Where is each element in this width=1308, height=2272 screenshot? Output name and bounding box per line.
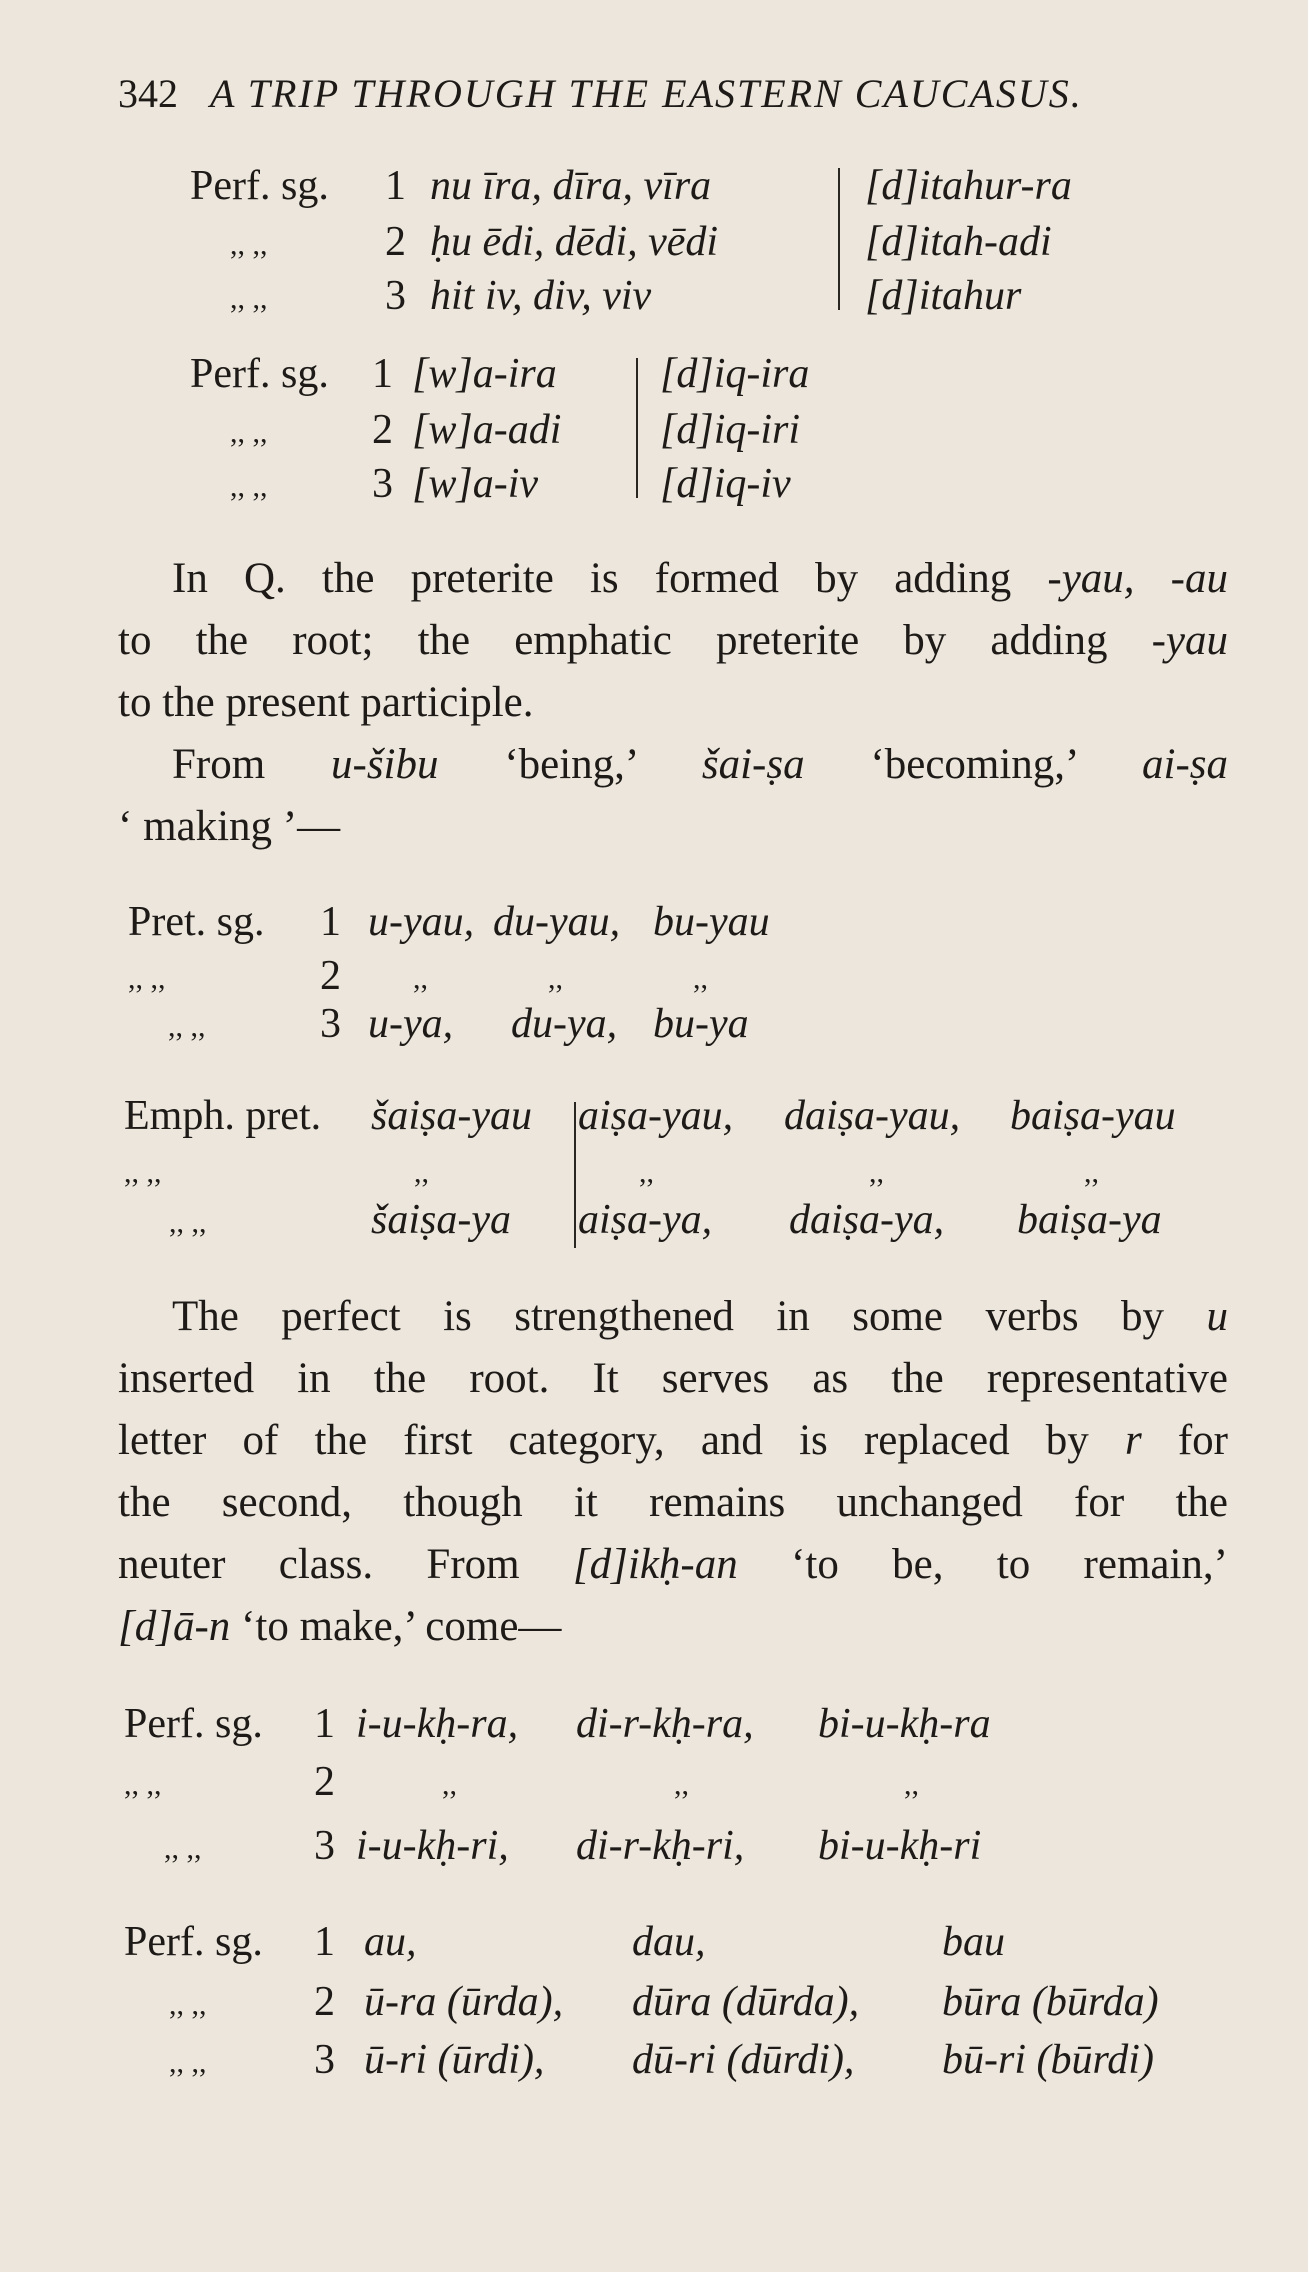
text-line [118, 734, 1228, 796]
text-line [118, 610, 1228, 672]
person-number: 3 [320, 1001, 341, 1047]
text: letter of the first category, and is replaced by [118, 1417, 1125, 1464]
text: ‘being,’ [438, 741, 702, 788]
verb-form: aiṣa-yau, [578, 1093, 734, 1139]
verb-form: baiṣa-yau [1010, 1093, 1176, 1139]
ditto-marks: ,, ,, [230, 282, 268, 315]
verb-form-right: [d]itahur-ra [865, 163, 1072, 209]
table-row [128, 898, 1028, 956]
verb-form-right: [d]iq-ira [660, 351, 810, 397]
paragraph [118, 1286, 1228, 1658]
text-line: the second, though it remains unchanged for the [118, 1479, 1228, 1526]
verb-forms: nu īra, dīra, vīra [430, 163, 712, 209]
italic-text: -yau, -au [1047, 555, 1228, 602]
person-number: 1 [385, 163, 406, 209]
verb-form: bū-ri (būrdi) [942, 2037, 1154, 2083]
column-divider [574, 1102, 576, 1248]
table-row [190, 350, 1090, 408]
person-number: 1 [372, 351, 393, 397]
text: ‘to be, to remain,’ [737, 1541, 1228, 1588]
verb-forms: hit iv, div, viv [430, 273, 652, 319]
verb-form-left: šaiṣa-ya [371, 1197, 511, 1243]
text: In Q. the preterite is formed by adding [172, 555, 1048, 602]
italic-text: -yau [1151, 617, 1228, 664]
table-row [190, 218, 1190, 276]
verb-form-right: [d]itah-adi [865, 219, 1052, 265]
running-title: A TRIP THROUGH THE EASTERN CAUCASUS. [210, 71, 1083, 116]
row-label: Pret. sg. [128, 899, 265, 945]
verb-form: u-ya, [368, 1001, 454, 1047]
table-row [190, 460, 1090, 518]
italic-text: [d]ā-n [118, 1603, 231, 1650]
text: neuter class. From [118, 1541, 573, 1588]
verb-form: di-r-kḥ-ra, [576, 1701, 754, 1747]
person-number: 2 [314, 1759, 335, 1805]
person-number: 2 [372, 407, 393, 453]
text-line [118, 1286, 1228, 1348]
text: ‘becoming,’ [804, 741, 1143, 788]
table-row [124, 1978, 1244, 2036]
table-row [128, 1000, 1028, 1058]
verb-form: dū-ri (dūrdi), [632, 2037, 855, 2083]
text: The perfect is strengthened in some verbs by [172, 1293, 1207, 1340]
person-number: 3 [314, 2037, 335, 2083]
verb-form: bu-yau [653, 899, 770, 945]
ditto-mark: ,, [904, 1768, 919, 1801]
text: to the root; the emphatic preterite by adding [118, 617, 1152, 664]
person-number: 2 [320, 953, 341, 999]
row-label: Perf. sg. [124, 1701, 263, 1747]
ditto-mark: ,, [442, 1768, 457, 1801]
person-number: 2 [314, 1979, 335, 2025]
text-line: to the present participle. [118, 679, 534, 726]
verb-forms: ḥu ēdi, dēdi, vēdi [430, 219, 719, 265]
ditto-mark: ,, [869, 1156, 884, 1189]
row-label: Emph. pret. [124, 1093, 322, 1139]
column-divider [636, 358, 638, 498]
row-label: Perf. sg. [124, 1919, 263, 1965]
row-label: Perf. sg. [190, 163, 329, 209]
column-divider [838, 168, 840, 310]
row-label: Perf. sg. [190, 351, 329, 397]
verb-form: daiṣa-ya, [789, 1197, 945, 1243]
table-row [190, 272, 1190, 330]
verb-form: baiṣa-ya [1017, 1197, 1162, 1243]
verb-form-right: [d]itahur [865, 273, 1022, 319]
italic-text: r [1124, 1417, 1142, 1464]
table-row [190, 406, 1090, 464]
table-row [124, 1700, 1124, 1758]
verb-form-right: [d]iq-iv [660, 461, 791, 507]
text: for [1141, 1417, 1228, 1464]
person-number: 3 [385, 273, 406, 319]
text-line: inserted in the root. It serves as the representative [118, 1355, 1228, 1402]
text: ‘to make,’ come— [230, 1603, 562, 1650]
verb-form-left: [w]a-iv [412, 461, 538, 507]
ditto-marks: ,, ,, [128, 962, 166, 995]
text-line [118, 1596, 1228, 1658]
verb-form: bau [942, 1919, 1005, 1965]
italic-text: u-šibu [331, 741, 439, 788]
ditto-marks: ,, ,, [230, 416, 268, 449]
verb-form: bi-u-kḥ-ri [818, 1823, 982, 1869]
text-line [118, 548, 1228, 610]
text-line: ‘ making ’— [118, 803, 341, 850]
ditto-marks: ,, ,, [230, 470, 268, 503]
ditto-marks: ,, ,, [169, 1988, 207, 2021]
person-number: 1 [314, 1701, 335, 1747]
page-number: 342 [118, 71, 178, 116]
verb-form: dūra (dūrda), [632, 1979, 860, 2025]
verb-form: bu-ya [653, 1001, 749, 1047]
person-number: 2 [385, 219, 406, 265]
italic-text: u [1206, 1293, 1228, 1340]
ditto-marks: ,, ,, [169, 1206, 207, 1239]
verb-form-left: [w]a-adi [412, 407, 562, 453]
verb-form: dau, [632, 1919, 706, 1965]
running-header [118, 70, 1083, 117]
verb-form: i-u-kḥ-ri, [356, 1823, 509, 1869]
verb-form: i-u-kḥ-ra, [356, 1701, 519, 1747]
ditto-mark: ,, [548, 962, 563, 995]
ditto-marks: ,, ,, [169, 2046, 207, 2079]
ditto-marks: ,, ,, [164, 1832, 202, 1865]
italic-text: šai-ṣa [701, 741, 805, 788]
table-row [124, 1092, 1234, 1150]
ditto-marks: ,, ,, [124, 1768, 162, 1801]
ditto-mark: ,, [693, 962, 708, 995]
person-number: 1 [314, 1919, 335, 1965]
verb-form: du-yau, [493, 899, 621, 945]
verb-form-left: [w]a-ira [412, 351, 557, 397]
verb-form: au, [364, 1919, 417, 1965]
verb-form: ū-ri (ūrdi), [364, 2037, 545, 2083]
paragraph [118, 734, 1228, 858]
verb-form: bi-u-kḥ-ra [818, 1701, 991, 1747]
ditto-mark: ,, [1084, 1156, 1099, 1189]
verb-form: būra (būrda) [942, 1979, 1159, 2025]
paragraph [118, 548, 1228, 734]
table-row [190, 162, 1190, 220]
table-row [124, 1196, 1234, 1254]
person-number: 3 [372, 461, 393, 507]
verb-form: u-yau, [368, 899, 475, 945]
ditto-marks: ,, ,, [168, 1010, 206, 1043]
verb-form: ū-ra (ūrda), [364, 1979, 564, 2025]
ditto-marks: ,, ,, [124, 1156, 162, 1189]
verb-form-left: šaiṣa-yau [371, 1093, 532, 1139]
italic-text: ai-ṣa [1142, 741, 1229, 788]
ditto-mark: ,, [639, 1156, 654, 1189]
verb-form-right: [d]iq-iri [660, 407, 801, 453]
verb-form: daiṣa-yau, [784, 1093, 961, 1139]
italic-text: [d]ikḥ-an [572, 1541, 738, 1588]
person-number: 3 [314, 1823, 335, 1869]
ditto-mark: ,, [674, 1768, 689, 1801]
verb-form: aiṣa-ya, [578, 1197, 713, 1243]
verb-form: di-r-kḥ-ri, [576, 1823, 745, 1869]
ditto-mark: ,, [413, 962, 428, 995]
text-line [118, 1410, 1228, 1472]
table-row [124, 1918, 1244, 1976]
verb-form: du-ya, [511, 1001, 618, 1047]
table-row [124, 1822, 1124, 1880]
ditto-mark: ,, [414, 1156, 429, 1189]
text-line [118, 1534, 1228, 1596]
person-number: 1 [320, 899, 341, 945]
text: From [172, 741, 331, 788]
table-row [124, 2036, 1244, 2094]
ditto-marks: ,, ,, [230, 228, 268, 261]
table-row [124, 1758, 1124, 1816]
